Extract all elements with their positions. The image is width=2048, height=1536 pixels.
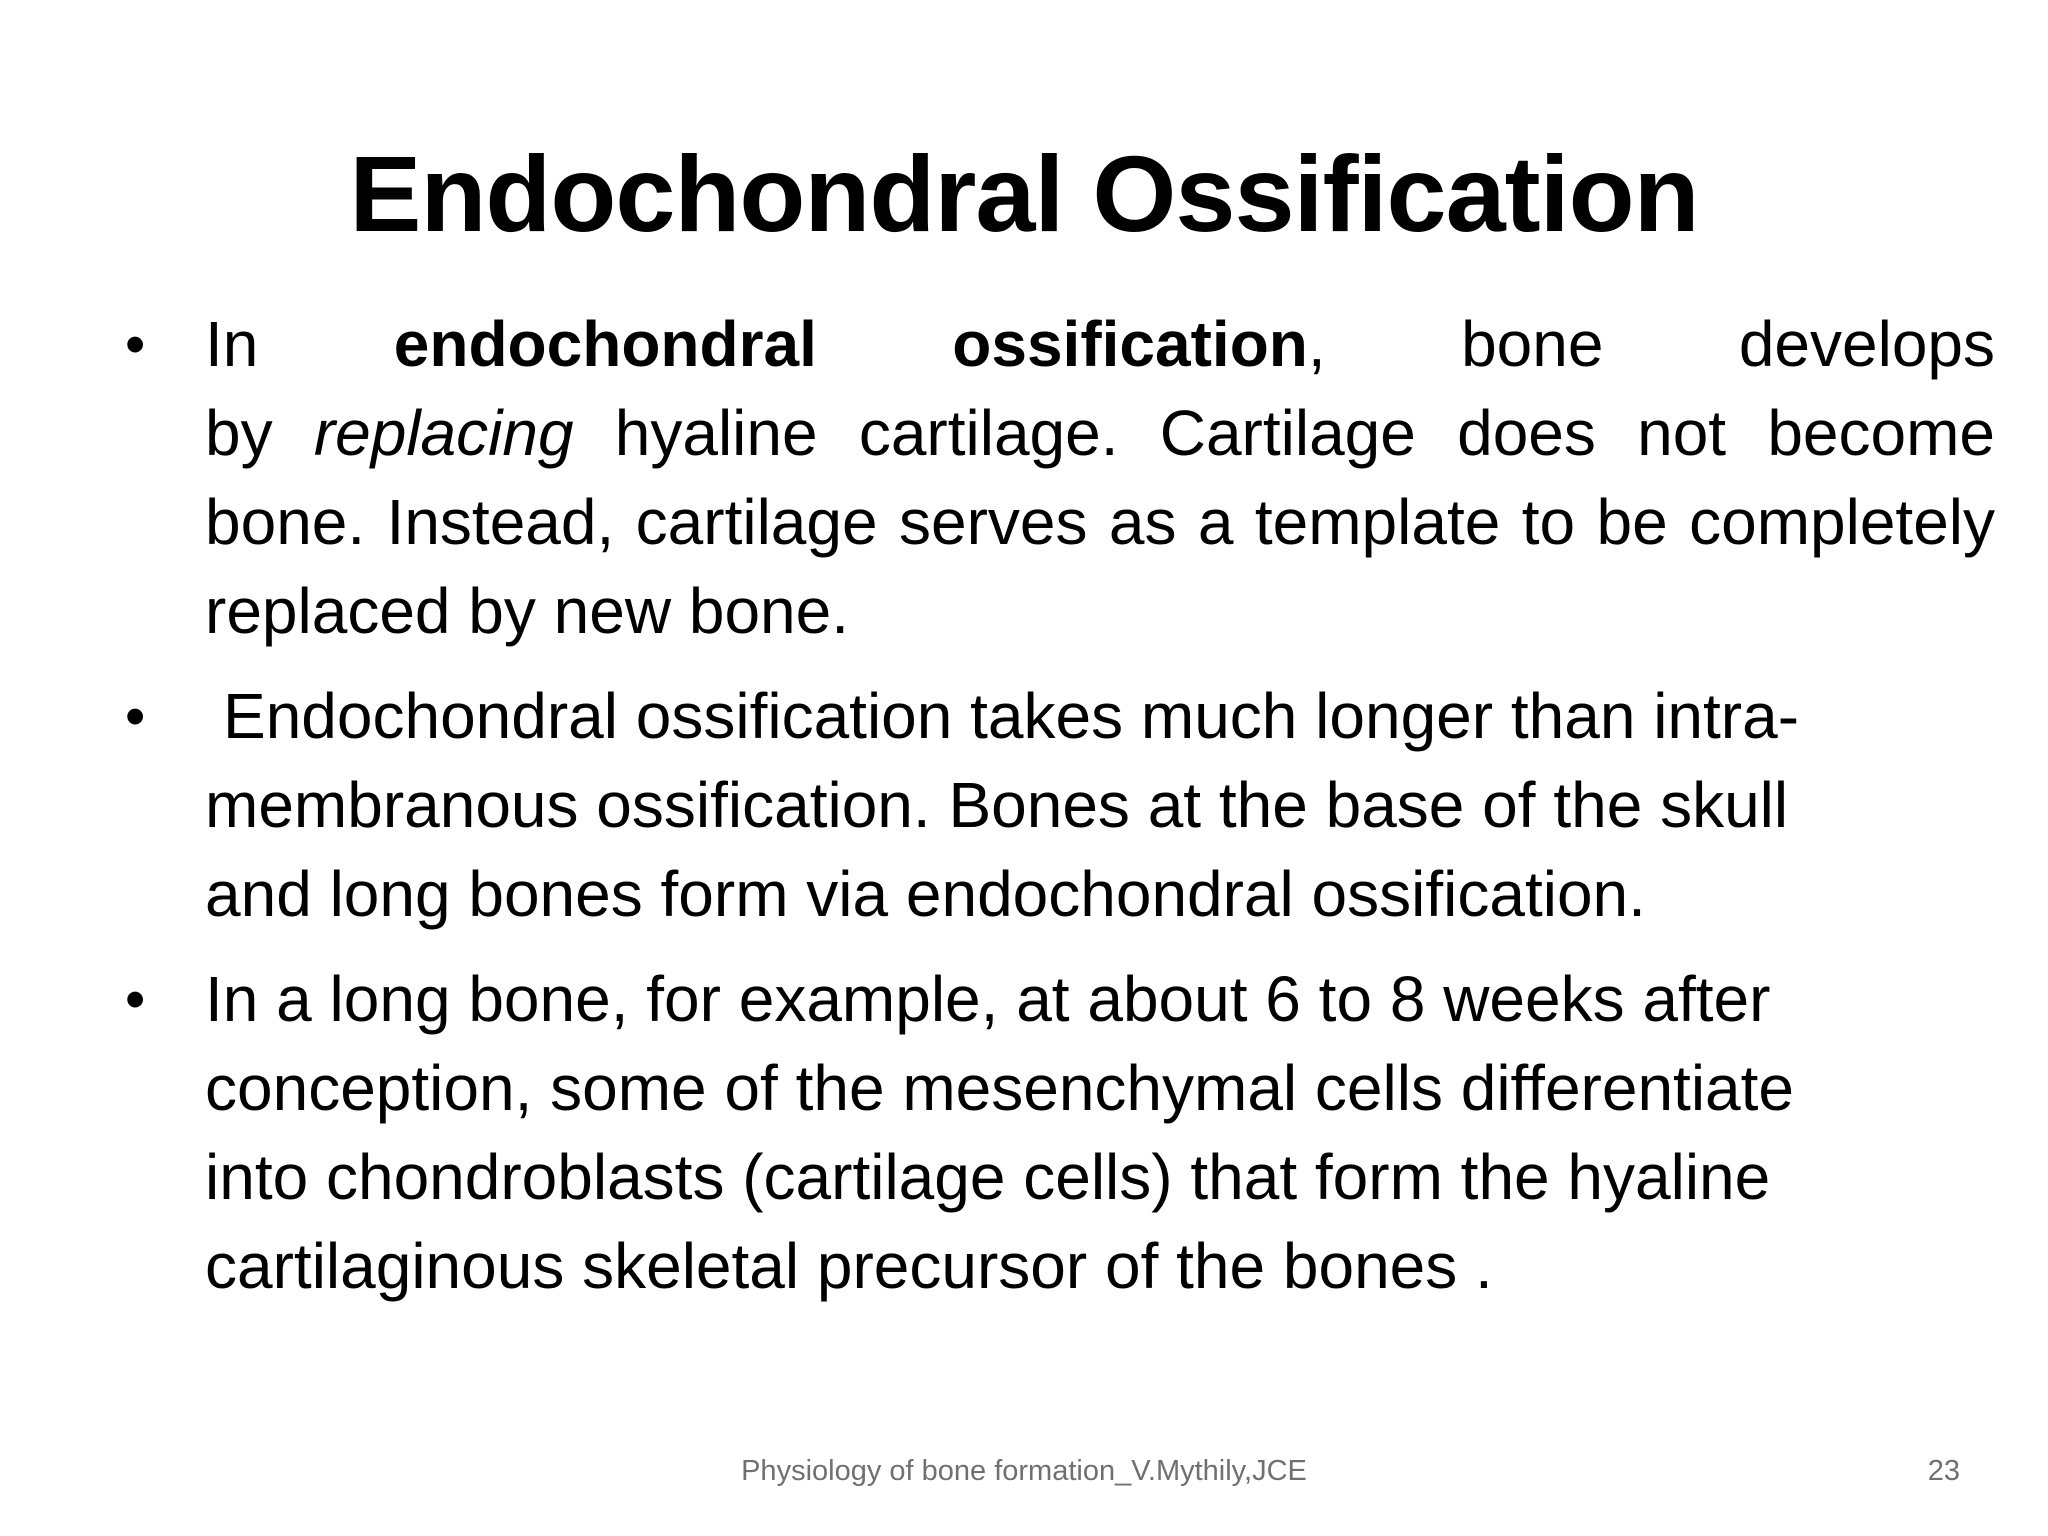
bullet-list	[125, 300, 1995, 1327]
bullet-text: into chondroblasts (cartilage cells) that form the hyaline	[205, 1141, 1771, 1213]
bullet-text: , bone develops	[1307, 308, 1996, 380]
bullet-line	[205, 300, 1995, 389]
bullet-text: In	[205, 308, 259, 380]
bullet-marker: •	[125, 967, 146, 1032]
bold-term: endochondral ossification	[393, 308, 1308, 380]
slide-title: Endochondral Ossification	[349, 133, 1699, 254]
slide-footer: Physiology of bone formation_V.Mythily,JCE	[741, 1455, 1307, 1487]
bullet-text: Endochondral ossification takes much longer than intra-	[223, 680, 1799, 752]
bullet-text: hyaline cartilage. Cartilage does not become bone. Instead, cartilage serves as a template to be completely replaced by new bone.	[205, 397, 1996, 647]
bullet-item	[125, 955, 1995, 1311]
bullet-text: In a long bone, for example, at about 6 to 8 weeks after	[205, 963, 1771, 1035]
italic-term: replacing	[313, 397, 574, 469]
bullet-text: by	[205, 397, 314, 469]
bullet-text: cartilaginous skeletal precursor of the bones .	[205, 1230, 1493, 1302]
bullet-marker: •	[125, 684, 146, 749]
bullet-item	[125, 672, 1995, 939]
bullet-marker: •	[125, 312, 146, 377]
bullet-text: conception, some of the mesenchymal cells differentiate	[205, 1052, 1794, 1124]
page-number: 23	[1927, 1455, 1960, 1487]
bullet-text: membranous ossification. Bones at the base of the skull	[205, 769, 1789, 841]
bullet-text: and long bones form via endochondral ossification.	[205, 858, 1646, 930]
bullet-item	[125, 300, 1995, 656]
